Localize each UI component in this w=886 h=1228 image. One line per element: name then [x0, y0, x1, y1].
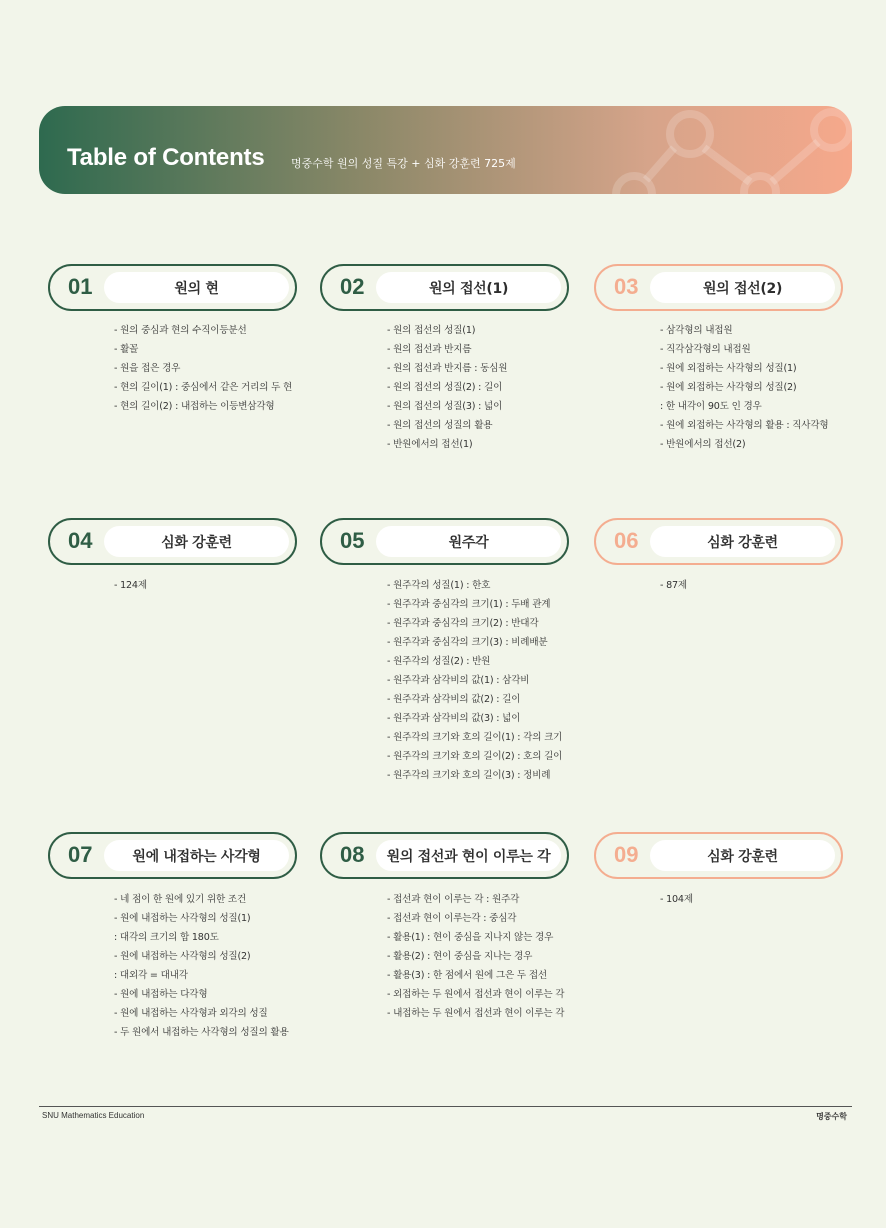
list-item: - 원에 내접하는 다각형	[114, 989, 208, 1000]
list-item: - 외접하는 두 원에서 접선과 현이 이루는 각	[387, 989, 565, 1000]
section-items-04	[114, 576, 147, 595]
section-number: 08	[340, 842, 365, 867]
section-title: 심화 강훈련	[104, 526, 289, 557]
list-item: - 원의 접선의 성질(1)	[387, 325, 476, 336]
section-items-06	[660, 576, 687, 595]
list-item: - 원주각과 삼각비의 값(3) : 넓이	[387, 713, 521, 724]
section-items-07	[114, 890, 289, 1042]
list-item: - 현의 길이(1) : 중심에서 같은 거리의 두 현	[114, 382, 293, 393]
list-item: - 원주각의 성질(1) : 한호	[387, 580, 491, 591]
section-header-09	[594, 832, 843, 879]
list-item: - 원을 접은 경우	[114, 363, 181, 374]
section-items-05	[387, 576, 562, 785]
list-item: - 접선과 현이 이루는 각 : 원주각	[387, 894, 520, 905]
list-item: - 원주각과 중심각의 크기(2) : 반대각	[387, 618, 539, 629]
section-items-02	[387, 321, 507, 454]
list-item: - 원주각과 중심각의 크기(1) : 두배 관계	[387, 599, 551, 610]
list-item: - 104제	[660, 894, 693, 905]
footer-brand: 명중수학	[816, 1112, 847, 1121]
section-title: 원의 접선과 현이 이루는 각	[376, 840, 561, 871]
list-item: - 원의 접선의 성질의 활용	[387, 420, 493, 431]
section-header-01	[48, 264, 297, 311]
list-item: : 한 내각이 90도 인 경우	[660, 401, 762, 412]
section-title: 원의 현	[104, 272, 289, 303]
list-item: - 활꼴	[114, 344, 139, 355]
section-header-07	[48, 832, 297, 879]
list-item: - 원의 접선의 성질(2) : 길이	[387, 382, 503, 393]
section-title: 원의 접선(1)	[376, 272, 561, 303]
section-header-03	[594, 264, 843, 311]
section-number: 07	[68, 842, 93, 867]
list-item: - 원의 접선과 반지름	[387, 344, 472, 355]
list-item: - 활용(1) : 현이 중심을 지나지 않는 경우	[387, 932, 554, 943]
section-number: 02	[340, 274, 365, 299]
footer-publisher: SNU Mathematics Education	[42, 1111, 145, 1120]
list-item: - 원주각과 삼각비의 값(2) : 길이	[387, 694, 521, 705]
section-header-02	[320, 264, 569, 311]
section-items-09	[660, 890, 693, 909]
list-item: - 삼각형의 내접원	[660, 325, 733, 336]
list-item: - 반원에서의 접선(1)	[387, 439, 473, 450]
list-item: - 124제	[114, 580, 147, 591]
molecule-decoration-icon	[612, 106, 852, 194]
section-number: 05	[340, 528, 365, 553]
section-number: 03	[614, 274, 639, 299]
list-item: : 대외각 = 대내각	[114, 970, 188, 981]
list-item: - 원에 내접하는 사각형의 성질(1)	[114, 913, 251, 924]
list-item: - 네 점이 한 원에 있기 위한 조건	[114, 894, 247, 905]
list-item: - 원주각과 중심각의 크기(3) : 비례배분	[387, 637, 548, 648]
list-item: - 두 원에서 내접하는 사각형의 성질의 활용	[114, 1027, 289, 1038]
list-item: - 원주각의 크기와 호의 길이(2) : 호의 길이	[387, 751, 563, 762]
section-title: 원에 내접하는 사각형	[104, 840, 289, 871]
section-title: 심화 강훈련	[650, 526, 835, 557]
footer-divider	[39, 1106, 852, 1107]
list-item: - 원주각과 삼각비의 값(1) : 삼각비	[387, 675, 530, 686]
list-item: - 직각삼각형의 내접원	[660, 344, 751, 355]
list-item: - 원의 접선의 성질(3) : 넓이	[387, 401, 503, 412]
section-items-08	[387, 890, 564, 1023]
page-title: Table of Contents	[67, 144, 265, 171]
list-item: - 원주각의 크기와 호의 길이(3) : 정비례	[387, 770, 551, 781]
list-item: - 반원에서의 접선(2)	[660, 439, 746, 450]
list-item: - 원에 내접하는 사각형과 외각의 성질	[114, 1008, 268, 1019]
list-item: - 활용(3) : 한 점에서 원에 그은 두 접선	[387, 970, 547, 981]
section-header-06	[594, 518, 843, 565]
section-number: 01	[68, 274, 93, 299]
list-item: - 원에 내접하는 사각형의 성질(2)	[114, 951, 251, 962]
header-banner	[39, 106, 852, 194]
section-title: 심화 강훈련	[650, 840, 835, 871]
section-header-08	[320, 832, 569, 879]
section-header-05	[320, 518, 569, 565]
section-title: 원의 접선(2)	[650, 272, 835, 303]
section-number: 09	[614, 842, 639, 867]
list-item: - 내접하는 두 원에서 접선과 현이 이루는 각	[387, 1008, 565, 1019]
list-item: - 접선과 현이 이루는각 : 중심각	[387, 913, 517, 924]
list-item: - 활용(2) : 현이 중심을 지나는 경우	[387, 951, 533, 962]
section-number: 04	[68, 528, 93, 553]
section-number: 06	[614, 528, 639, 553]
list-item: - 원에 외접하는 사각형의 성질(2)	[660, 382, 797, 393]
list-item: - 원주각의 성질(2) : 반원	[387, 656, 491, 667]
list-item: : 대각의 크기의 합 180도	[114, 932, 219, 943]
section-items-01	[114, 321, 292, 416]
list-item: - 원주각의 크기와 호의 길이(1) : 각의 크기	[387, 732, 563, 743]
section-title: 원주각	[376, 526, 561, 557]
list-item: - 87제	[660, 580, 687, 591]
list-item: - 원의 접선과 반지름 : 동심원	[387, 363, 508, 374]
list-item: - 원에 외접하는 사각형의 활용 : 직사각형	[660, 420, 829, 431]
list-item: - 원의 중심과 현의 수직이등분선	[114, 325, 247, 336]
section-items-03	[660, 321, 828, 454]
list-item: - 원에 외접하는 사각형의 성질(1)	[660, 363, 797, 374]
section-header-04	[48, 518, 297, 565]
page-subtitle: 명중수학 원의 성질 특강 + 심화 강훈련 725제	[291, 157, 516, 170]
list-item: - 현의 길이(2) : 내접하는 이등변삼각형	[114, 401, 275, 412]
